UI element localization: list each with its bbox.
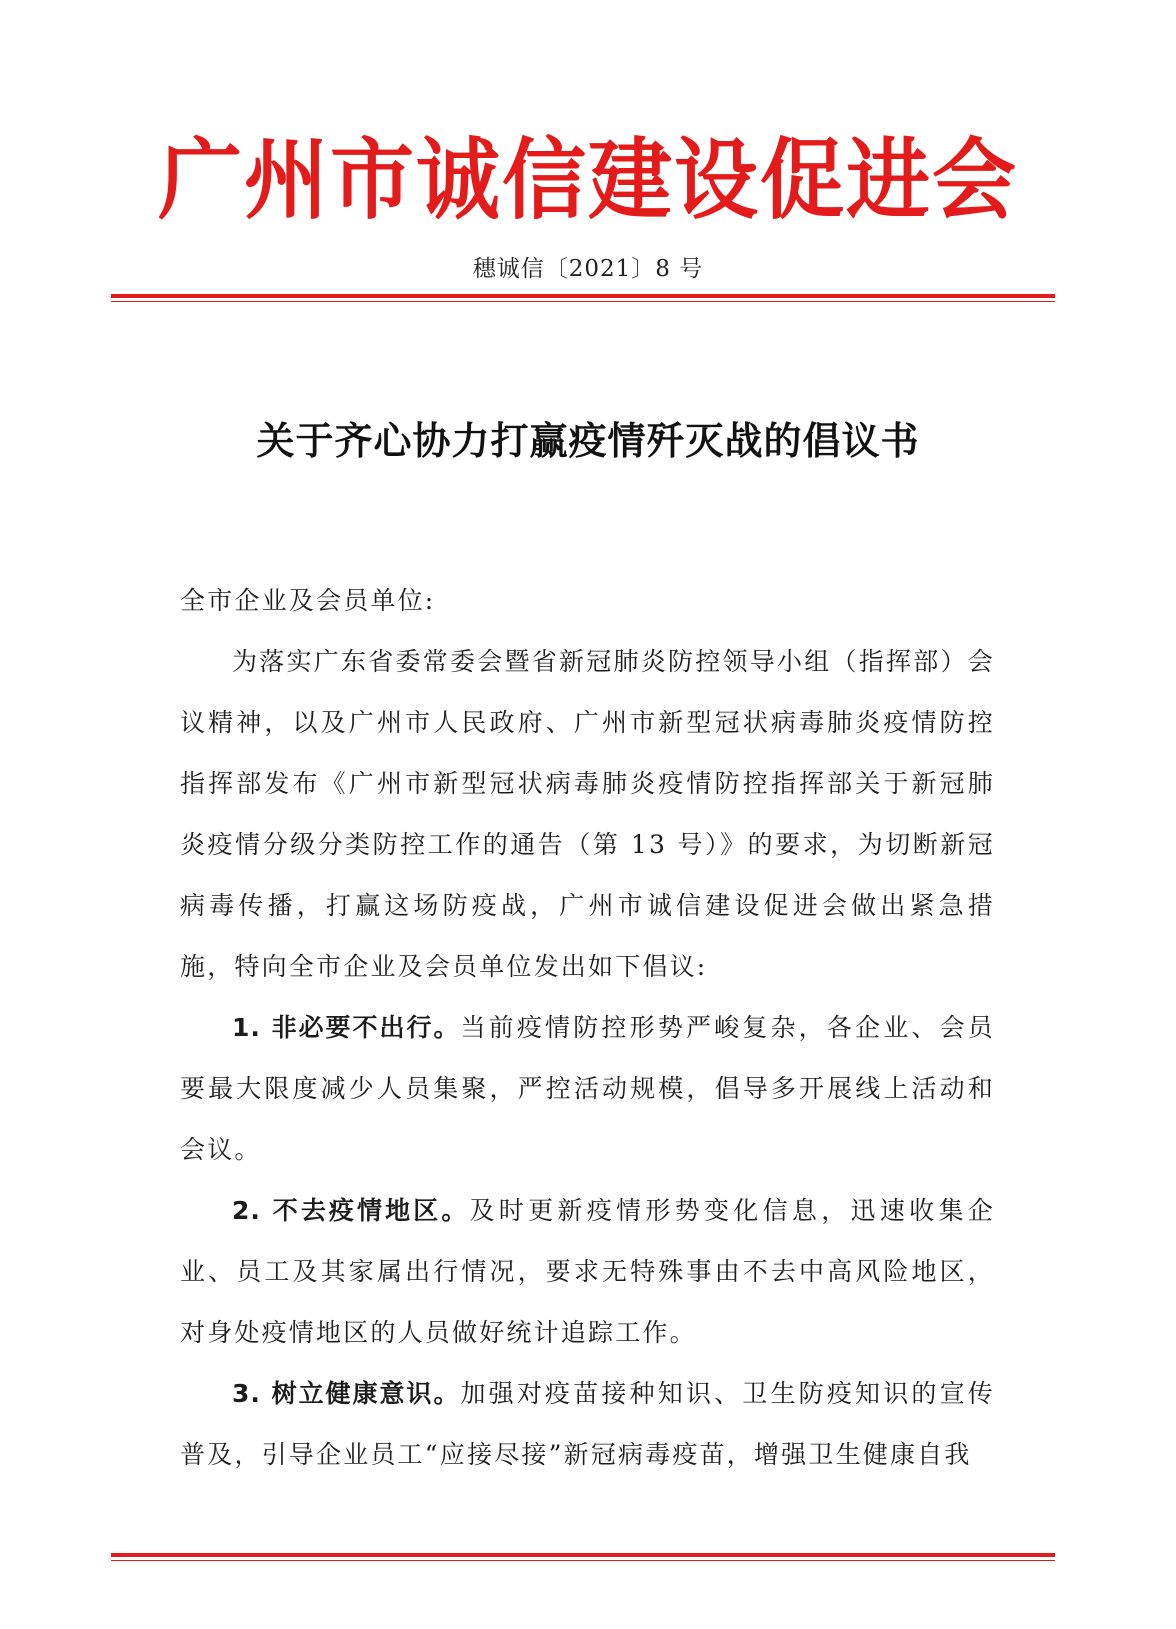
divider-thin-line	[111, 1560, 1055, 1561]
intro-paragraph: 为落实广东省委常委会暨省新冠肺炎防控领导小组（指挥部）会议精神，以及广州市人民政府、广州市新型冠状病毒肺炎疫情防控指挥部发布《广州市新型冠状病毒肺炎疫情防控指挥部关于新冠肺炎疫情分级分类防控工作的通告（第 13 号）》的要求，为切断新冠病毒传播，打赢这场防疫战，广州市诚信建设促进会做出紧急措施，特向全市企业及会员单位发出如下倡议:	[180, 647, 995, 981]
divider-thin-line	[111, 301, 1055, 302]
item-text: 加强对疫苗接种知识、卫生防疫知识的宣传普及，引导企业员工“应接尽接”新冠病毒疫苗，增强卫生健康自我	[180, 1379, 995, 1469]
document-number: 穗诚信〔2021〕8 号	[472, 256, 704, 282]
item-heading: 1. 非必要不出行。	[232, 1013, 461, 1042]
document-title: 关于齐心协力打赢疫情歼灭战的倡议书	[256, 419, 920, 463]
item-heading: 3. 树立健康意识。	[232, 1379, 461, 1408]
item-paragraph-3	[180, 1363, 995, 1485]
divider-thick-line	[111, 294, 1055, 298]
item-text: 当前疫情防控形势严峻复杂，各企业、会员要最大限度减少人员集聚，严控活动规模，倡导多开展线上活动和会议。	[180, 1013, 995, 1164]
footer-red-divider	[111, 1553, 1055, 1561]
divider-thick-line	[111, 1553, 1055, 1557]
organization-name-header: 广州市诚信建设促进会	[157, 128, 1018, 232]
item-paragraph-2	[180, 1180, 995, 1363]
item-heading: 2. 不去疫情地区。	[232, 1196, 470, 1225]
document-body	[180, 570, 995, 1485]
item-text: 及时更新疫情形势变化信息，迅速收集企业、员工及其家属出行情况，要求无特殊事由不去中高风险地区，对身处疫情地区的人员做好统计追踪工作。	[180, 1196, 995, 1347]
salutation: 全市企业及会员单位:	[180, 586, 436, 615]
header-red-divider	[111, 294, 1055, 302]
item-paragraph-1	[180, 997, 995, 1180]
